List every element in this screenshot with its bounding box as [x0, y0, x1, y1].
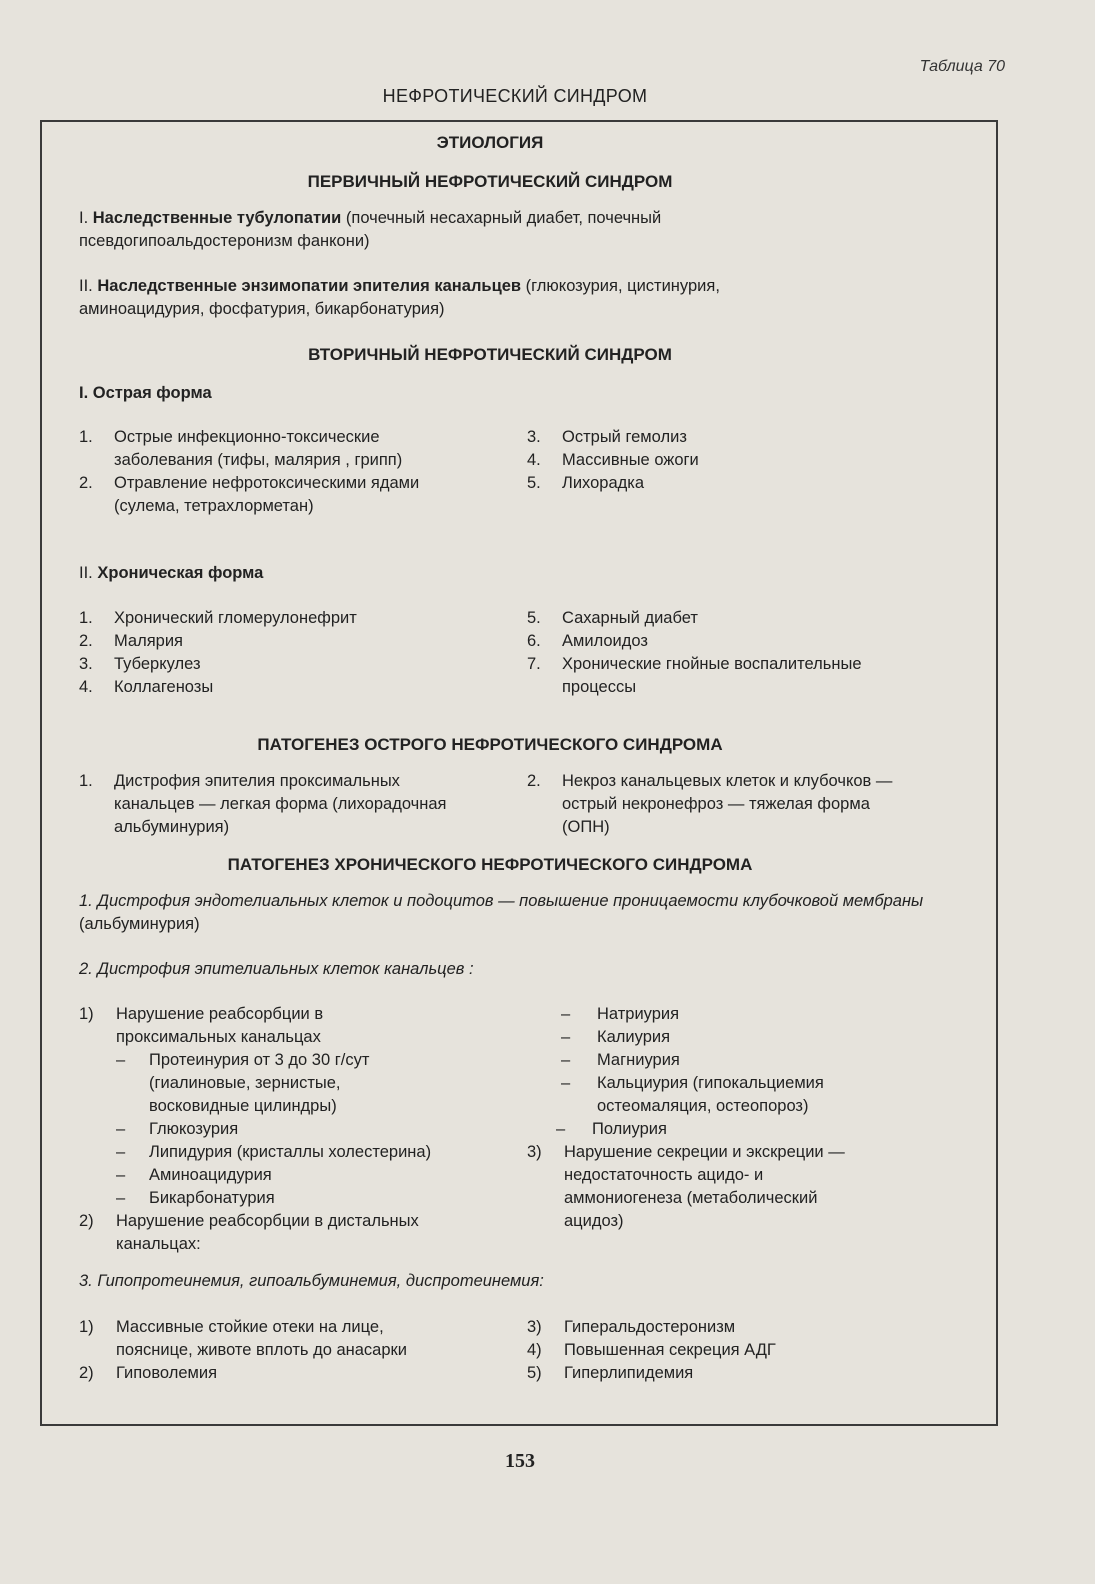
list-item: 4. Коллагенозы [79, 678, 214, 696]
list-item: 1. Острые инфекционно-токсические заболевания (тифы, малярия , грипп) [79, 428, 403, 469]
page-title: НЕФРОТИЧЕСКИЙ СИНДРОМ [382, 86, 648, 106]
list-item: – Кальциурия (гипокальциемия остеомаляция, остеопороз) [561, 1074, 824, 1115]
list-item: 1. Хронический гломерулонефрит [79, 609, 357, 627]
secondary-syndrome-heading: ВТОРИЧНЫЙ НЕФРОТИЧЕСКИЙ СИНДРОМ [308, 345, 672, 364]
chronic-pathogenesis-point-2: 2. Дистрофия эпителиальных клеток канальцев : [79, 960, 474, 978]
list-item: 1) Массивные стойкие отеки на лице, пояснице, животе вплоть до анасарки [79, 1318, 407, 1359]
list-item: – Протеинурия от 3 до 30 г/сут (гиалиновые, зернистые, восковидные цилиндры) [116, 1051, 370, 1115]
table-number-label: Таблица 70 [919, 58, 1005, 75]
list-item: 4. Массивные ожоги [527, 451, 699, 469]
etiology-heading: ЭТИОЛОГИЯ [436, 133, 544, 152]
primary-item-2: II. Наследственные энзимопатии эпителия канальцев (глюкозурия, цистинурия, аминоацидурия, фосфатурия, бикарбонатурия) [79, 277, 720, 318]
list-item: 1) Нарушение реабсорбции в проксимальных канальцах [79, 1005, 324, 1046]
list-item: – Липидурия (кристаллы холестерина) [116, 1143, 432, 1161]
list-item: 3. Туберкулез [79, 655, 201, 673]
list-item: – Аминоацидурия [116, 1166, 272, 1184]
list-item: 3) Нарушение секреции и экскреции — недостаточность ацидо- и аммониогенеза (метаболический ацидоз) [527, 1143, 845, 1230]
list-item: 3) Гиперальдостеронизм [527, 1318, 736, 1336]
acute-pathogenesis-heading: ПАТОГЕНЕЗ ОСТРОГО НЕФРОТИЧЕСКОГО СИНДРОМА [257, 735, 723, 754]
list-item: 4) Повышенная секреция АДГ [527, 1341, 776, 1359]
list-item: – Натриурия [561, 1005, 680, 1023]
list-item: 6. Амилоидоз [527, 632, 648, 650]
chronic-pathogenesis-heading: ПАТОГЕНЕЗ ХРОНИЧЕСКОГО НЕФРОТИЧЕСКОГО СИНДРОМА [227, 855, 753, 874]
list-item: 2. Малярия [79, 632, 183, 650]
list-item: 5. Лихорадка [527, 474, 645, 492]
chronic-pathogenesis-point-3: 3. Гипопротеинемия, гипоальбуминемия, диспротеинемия: [79, 1272, 544, 1290]
list-item: 2) Нарушение реабсорбции в дистальных канальцах: [79, 1212, 419, 1253]
list-item: 3. Острый гемолиз [527, 428, 687, 446]
acute-form-heading: I. Острая форма [79, 384, 212, 402]
list-item: – Глюкозурия [116, 1120, 239, 1138]
list-item: 1. Дистрофия эпителия проксимальных канальцев — легкая форма (лихорадочная альбуминурия) [79, 772, 447, 836]
chronic-pathogenesis-point-1: 1. Дистрофия эндотелиальных клеток и подоцитов — повышение проницаемости клубочковой мембраны (альбуминурия) [79, 892, 924, 933]
list-item: 2. Некроз канальцевых клеток и клубочков — острый некронефроз — тяжелая форма (ОПН) [527, 772, 893, 836]
page-number: 153 [505, 1450, 535, 1472]
list-item: – Магниурия [561, 1051, 680, 1069]
list-item: – Калиурия [561, 1028, 671, 1046]
primary-syndrome-heading: ПЕРВИЧНЫЙ НЕФРОТИЧЕСКИЙ СИНДРОМ [307, 172, 673, 191]
list-item: 2. Отравление нефротоксическими ядами (сулема, тетрахлорметан) [79, 474, 420, 515]
list-item: – Полиурия [556, 1120, 667, 1138]
list-item: 7. Хронические гнойные воспалительные процессы [527, 655, 862, 696]
primary-item-1: I. Наследственные тубулопатии (почечный несахарный диабет, почечный псевдогипоальдостеронизм фанкони) [79, 209, 662, 250]
list-item: – Бикарбонатурия [116, 1189, 275, 1207]
list-item: 5) Гиперлипидемия [527, 1364, 694, 1382]
list-item: 5. Сахарный диабет [527, 609, 698, 627]
list-item: 2) Гиповолемия [79, 1364, 218, 1382]
chronic-form-heading: II. Хроническая форма [79, 564, 264, 582]
